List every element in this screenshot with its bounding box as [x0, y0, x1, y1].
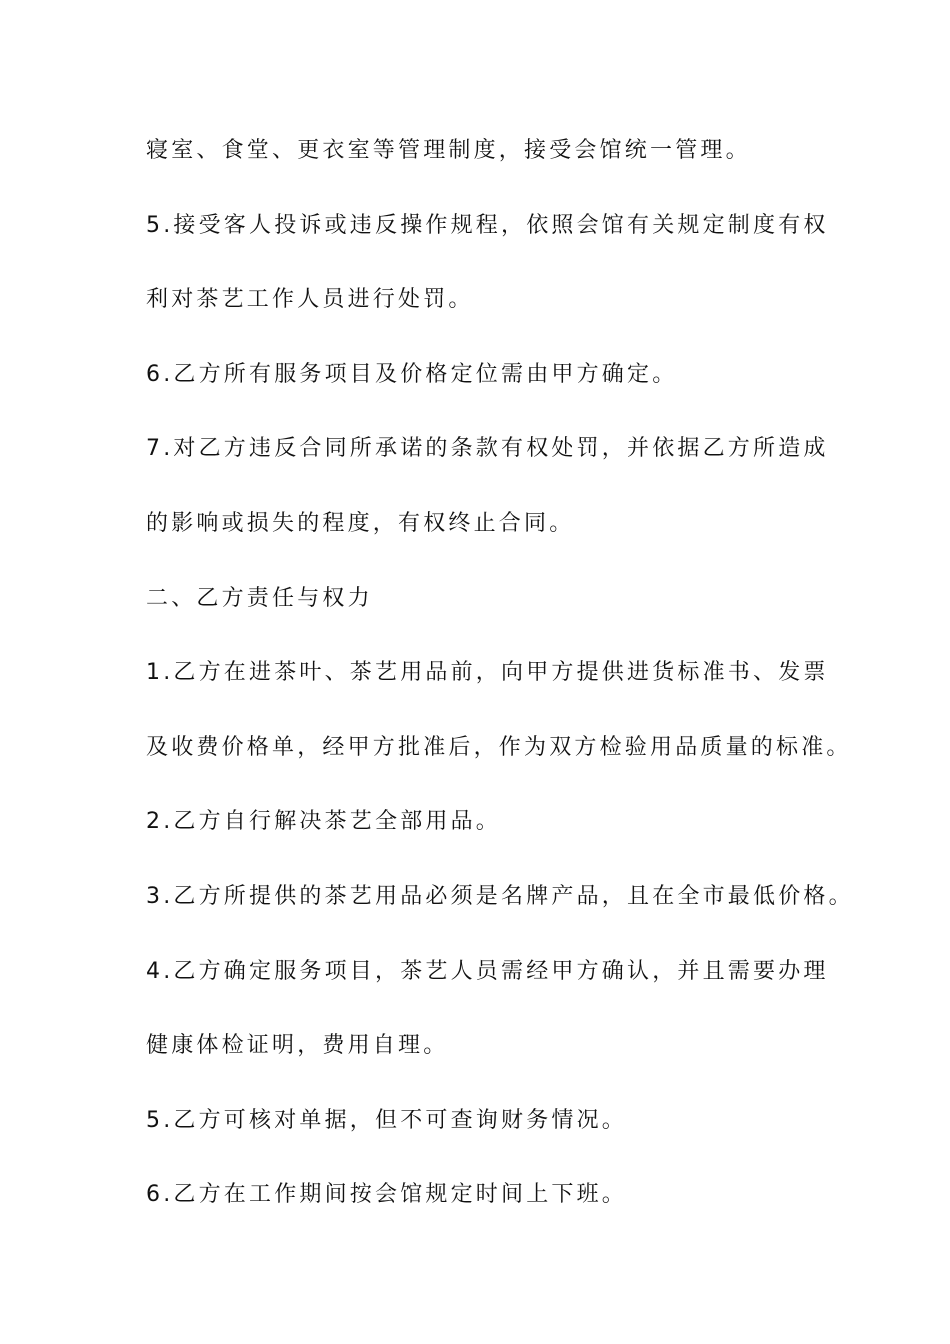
text-line: 6.乙方在工作期间按会馆规定时间上下班。 — [146, 1182, 627, 1208]
text-line: 寝室、食堂、更衣室等管理制度，接受会馆统一管理。 — [146, 138, 751, 163]
text-line: 4.乙方确定服务项目，茶艺人员需经甲方确认，并且需要办理 — [146, 958, 829, 984]
text-line: 健康体检证明，费用自理。 — [146, 1033, 449, 1059]
text-line: 6.乙方所有服务项目及价格定位需由甲方确定。 — [146, 361, 678, 387]
text-line: 利对茶艺工作人员进行处罚。 — [146, 287, 474, 313]
text-line: 7.对乙方违反合同所承诺的条款有权处罚，并依据乙方所造成 — [146, 436, 829, 462]
section-heading: 二、乙方责任与权力 — [146, 585, 373, 611]
text-line: 5.乙方可核对单据，但不可查询财务情况。 — [146, 1107, 627, 1133]
text-line: 的影响或损失的程度，有权终止合同。 — [146, 510, 575, 536]
text-line: 5.接受客人投诉或违反操作规程，依照会馆有关规定制度有权 — [146, 212, 829, 238]
document-body — [146, 132, 854, 1251]
text-line: 1.乙方在进茶叶、茶艺用品前，向甲方提供进货标准书、发票 — [146, 660, 829, 686]
text-line: 2.乙方自行解决茶艺全部用品。 — [146, 809, 501, 835]
text-line: 及收费价格单，经甲方批准后，作为双方检验用品质量的标准。 — [146, 734, 852, 760]
text-line: 3.乙方所提供的茶艺用品必须是名牌产品，且在全市最低价格。 — [146, 883, 854, 909]
